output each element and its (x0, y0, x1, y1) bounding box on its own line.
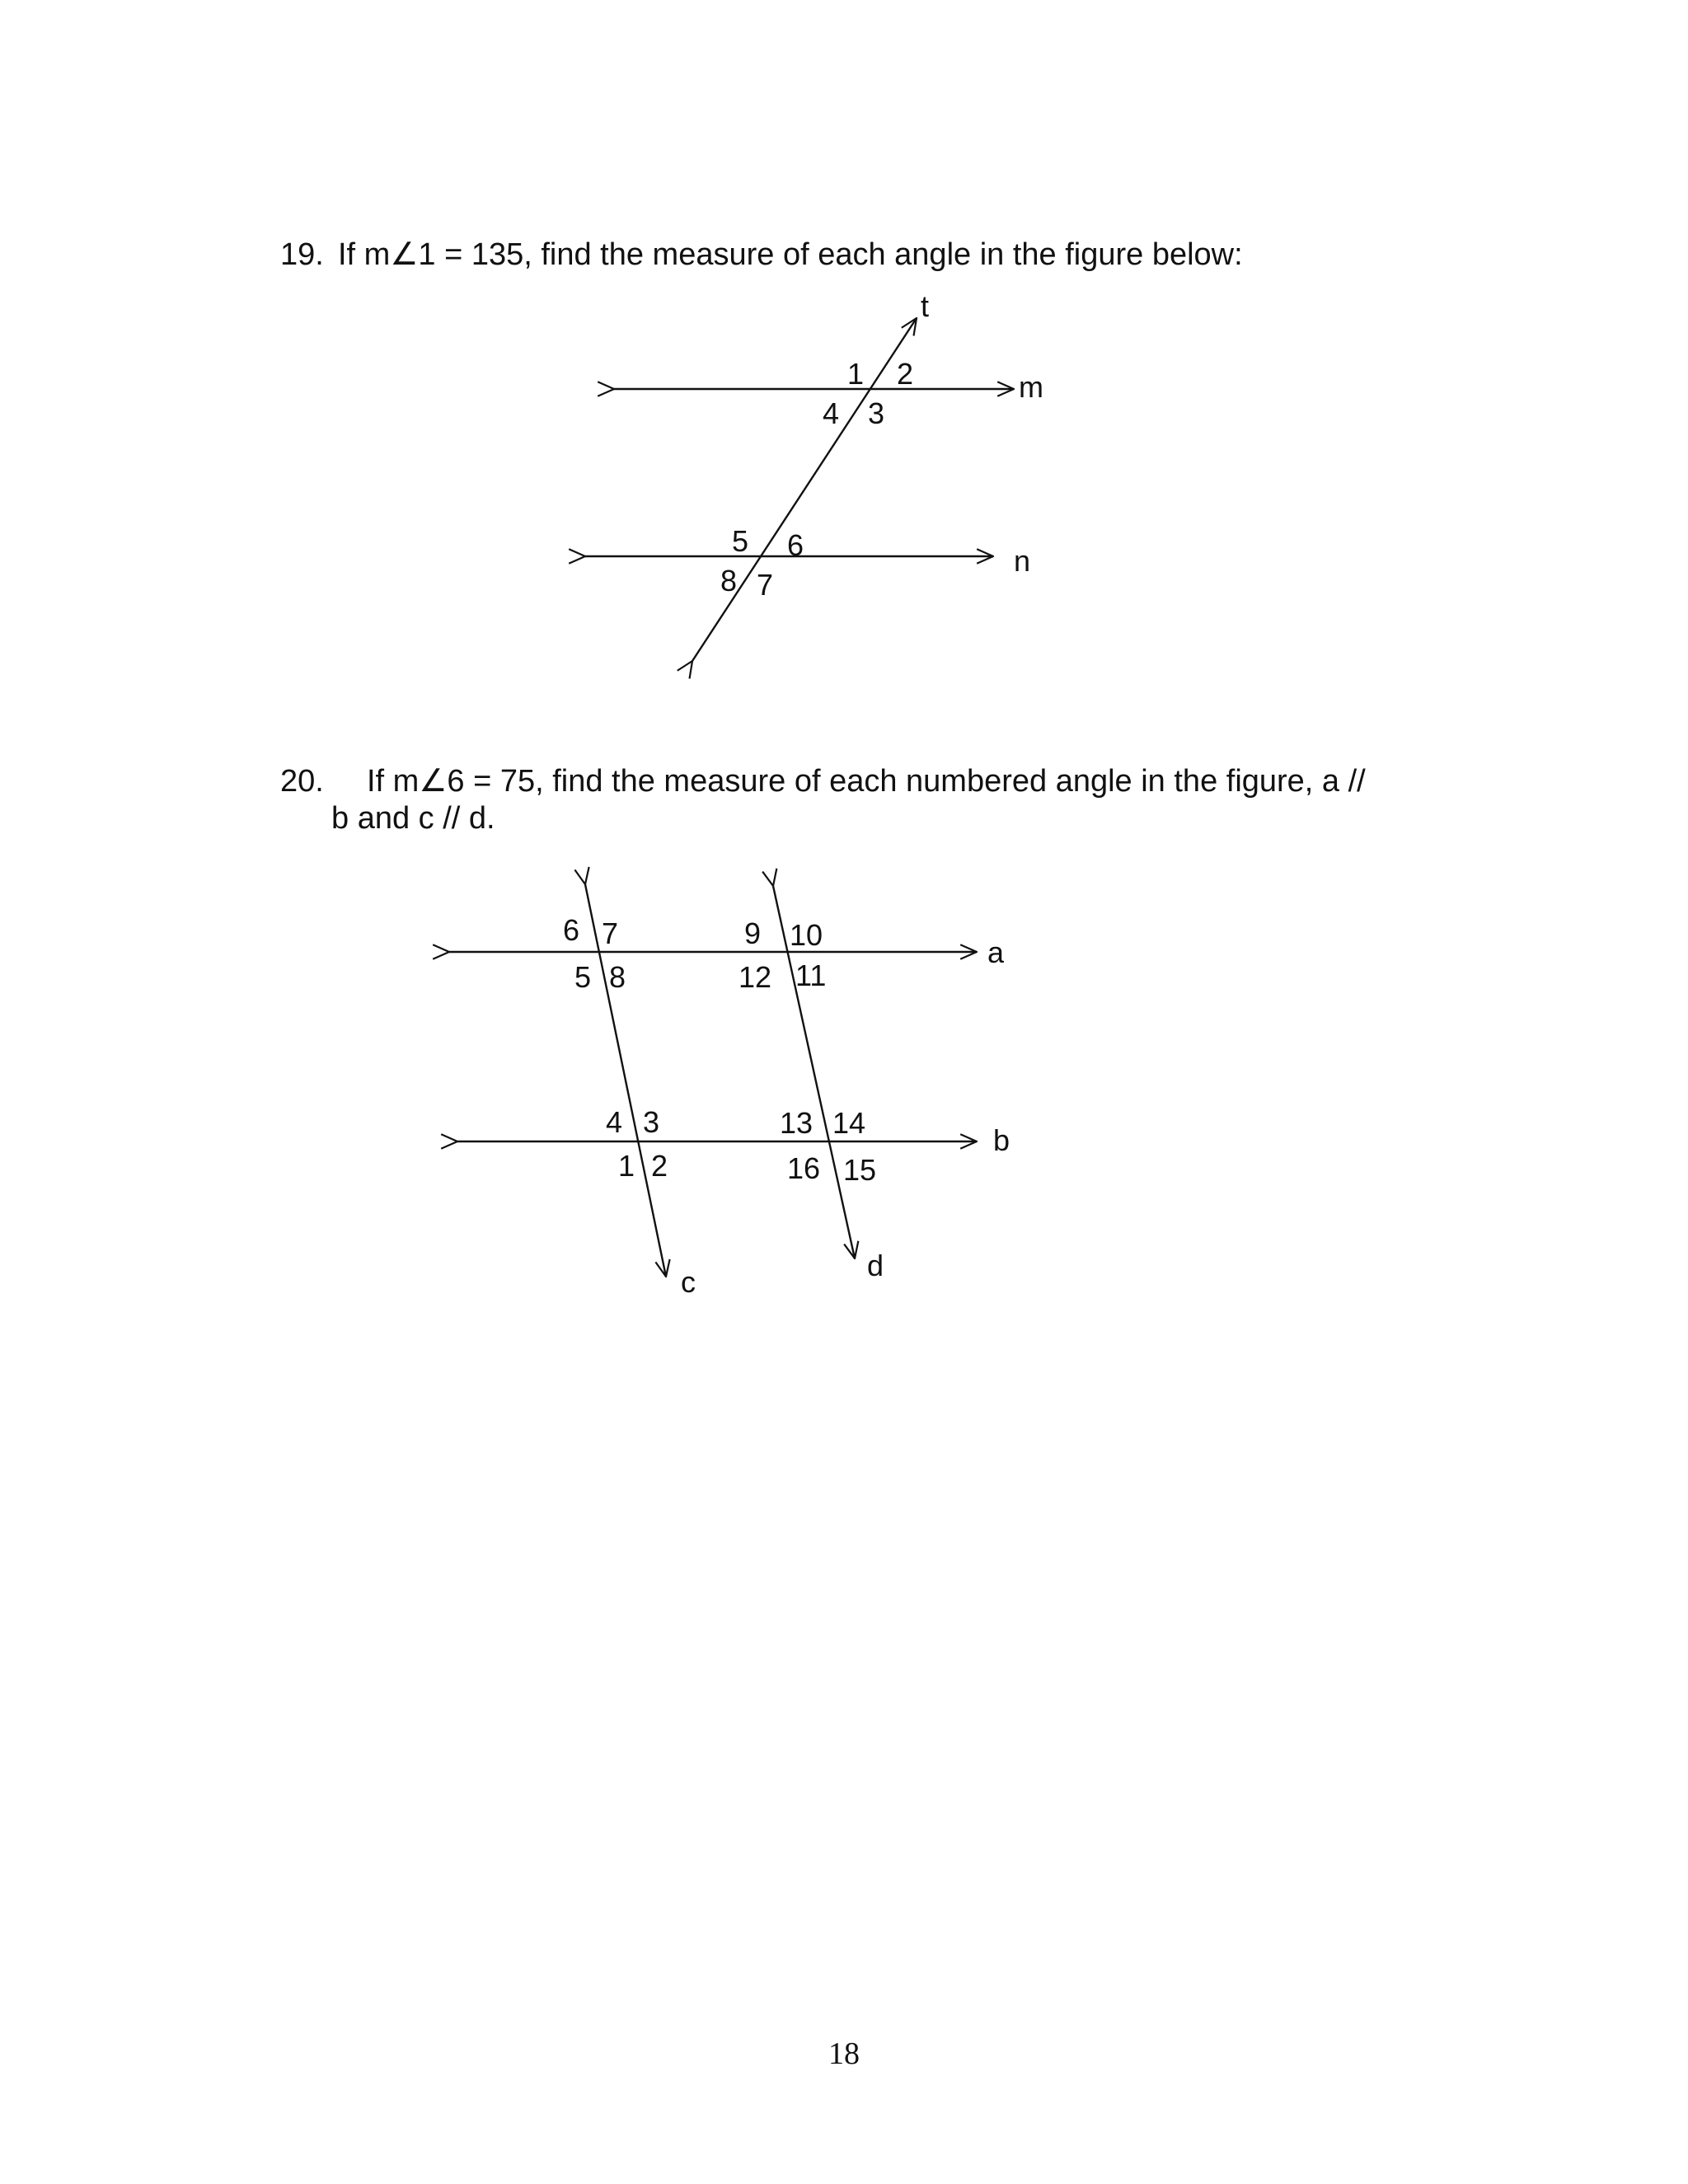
transversal-t (692, 318, 917, 661)
angle-label-6: 6 (787, 528, 804, 562)
angle-label-6: 6 (563, 913, 580, 947)
angle-label-12: 12 (738, 960, 772, 994)
angle-label-2: 2 (897, 357, 914, 391)
question-20-number: 20. (280, 764, 324, 799)
label-t: t (921, 289, 930, 323)
angle-label-7: 7 (602, 916, 619, 950)
angle-label-15: 15 (843, 1153, 877, 1187)
label-m: m (1019, 370, 1043, 404)
question-19-text: If m∠1 = 135, find the measure of each angle in the figure below: (338, 237, 1243, 272)
label-c: c (681, 1265, 696, 1299)
label-d: d (867, 1249, 884, 1282)
angle-label-1: 1 (847, 357, 865, 391)
angle-label-10: 10 (790, 918, 823, 952)
angle-label-4: 4 (606, 1105, 623, 1139)
angle-label-7: 7 (757, 568, 774, 602)
angle-label-13: 13 (780, 1106, 814, 1140)
angle-label-8: 8 (609, 960, 626, 994)
angle-label-3: 3 (643, 1105, 660, 1139)
transversal-c (585, 884, 666, 1277)
question-20-text-line1: If m∠6 = 75, find the measure of each numbered angle in the figure, a // (367, 764, 1366, 799)
question-20-text-line2: b and c // d. (331, 801, 495, 836)
angle-label-11: 11 (795, 958, 827, 992)
angle-label-14: 14 (832, 1106, 866, 1140)
figure-19-labels (720, 289, 1043, 602)
angle-label-2: 2 (651, 1149, 668, 1183)
label-a: a (987, 935, 1005, 969)
angle-label-1: 1 (618, 1149, 635, 1183)
figure-20 (449, 884, 977, 1277)
angle-label-9: 9 (744, 916, 762, 950)
angle-label-5: 5 (732, 524, 749, 558)
label-n: n (1014, 544, 1031, 578)
angle-label-4: 4 (823, 396, 840, 430)
question-19-number: 19. (280, 237, 324, 272)
angle-label-16: 16 (787, 1151, 821, 1185)
angle-label-3: 3 (868, 396, 885, 430)
label-b: b (993, 1123, 1010, 1157)
angle-label-5: 5 (574, 960, 592, 994)
figure-19 (585, 318, 1014, 661)
page-number: 18 (828, 2036, 860, 2071)
angle-label-8: 8 (720, 564, 738, 598)
